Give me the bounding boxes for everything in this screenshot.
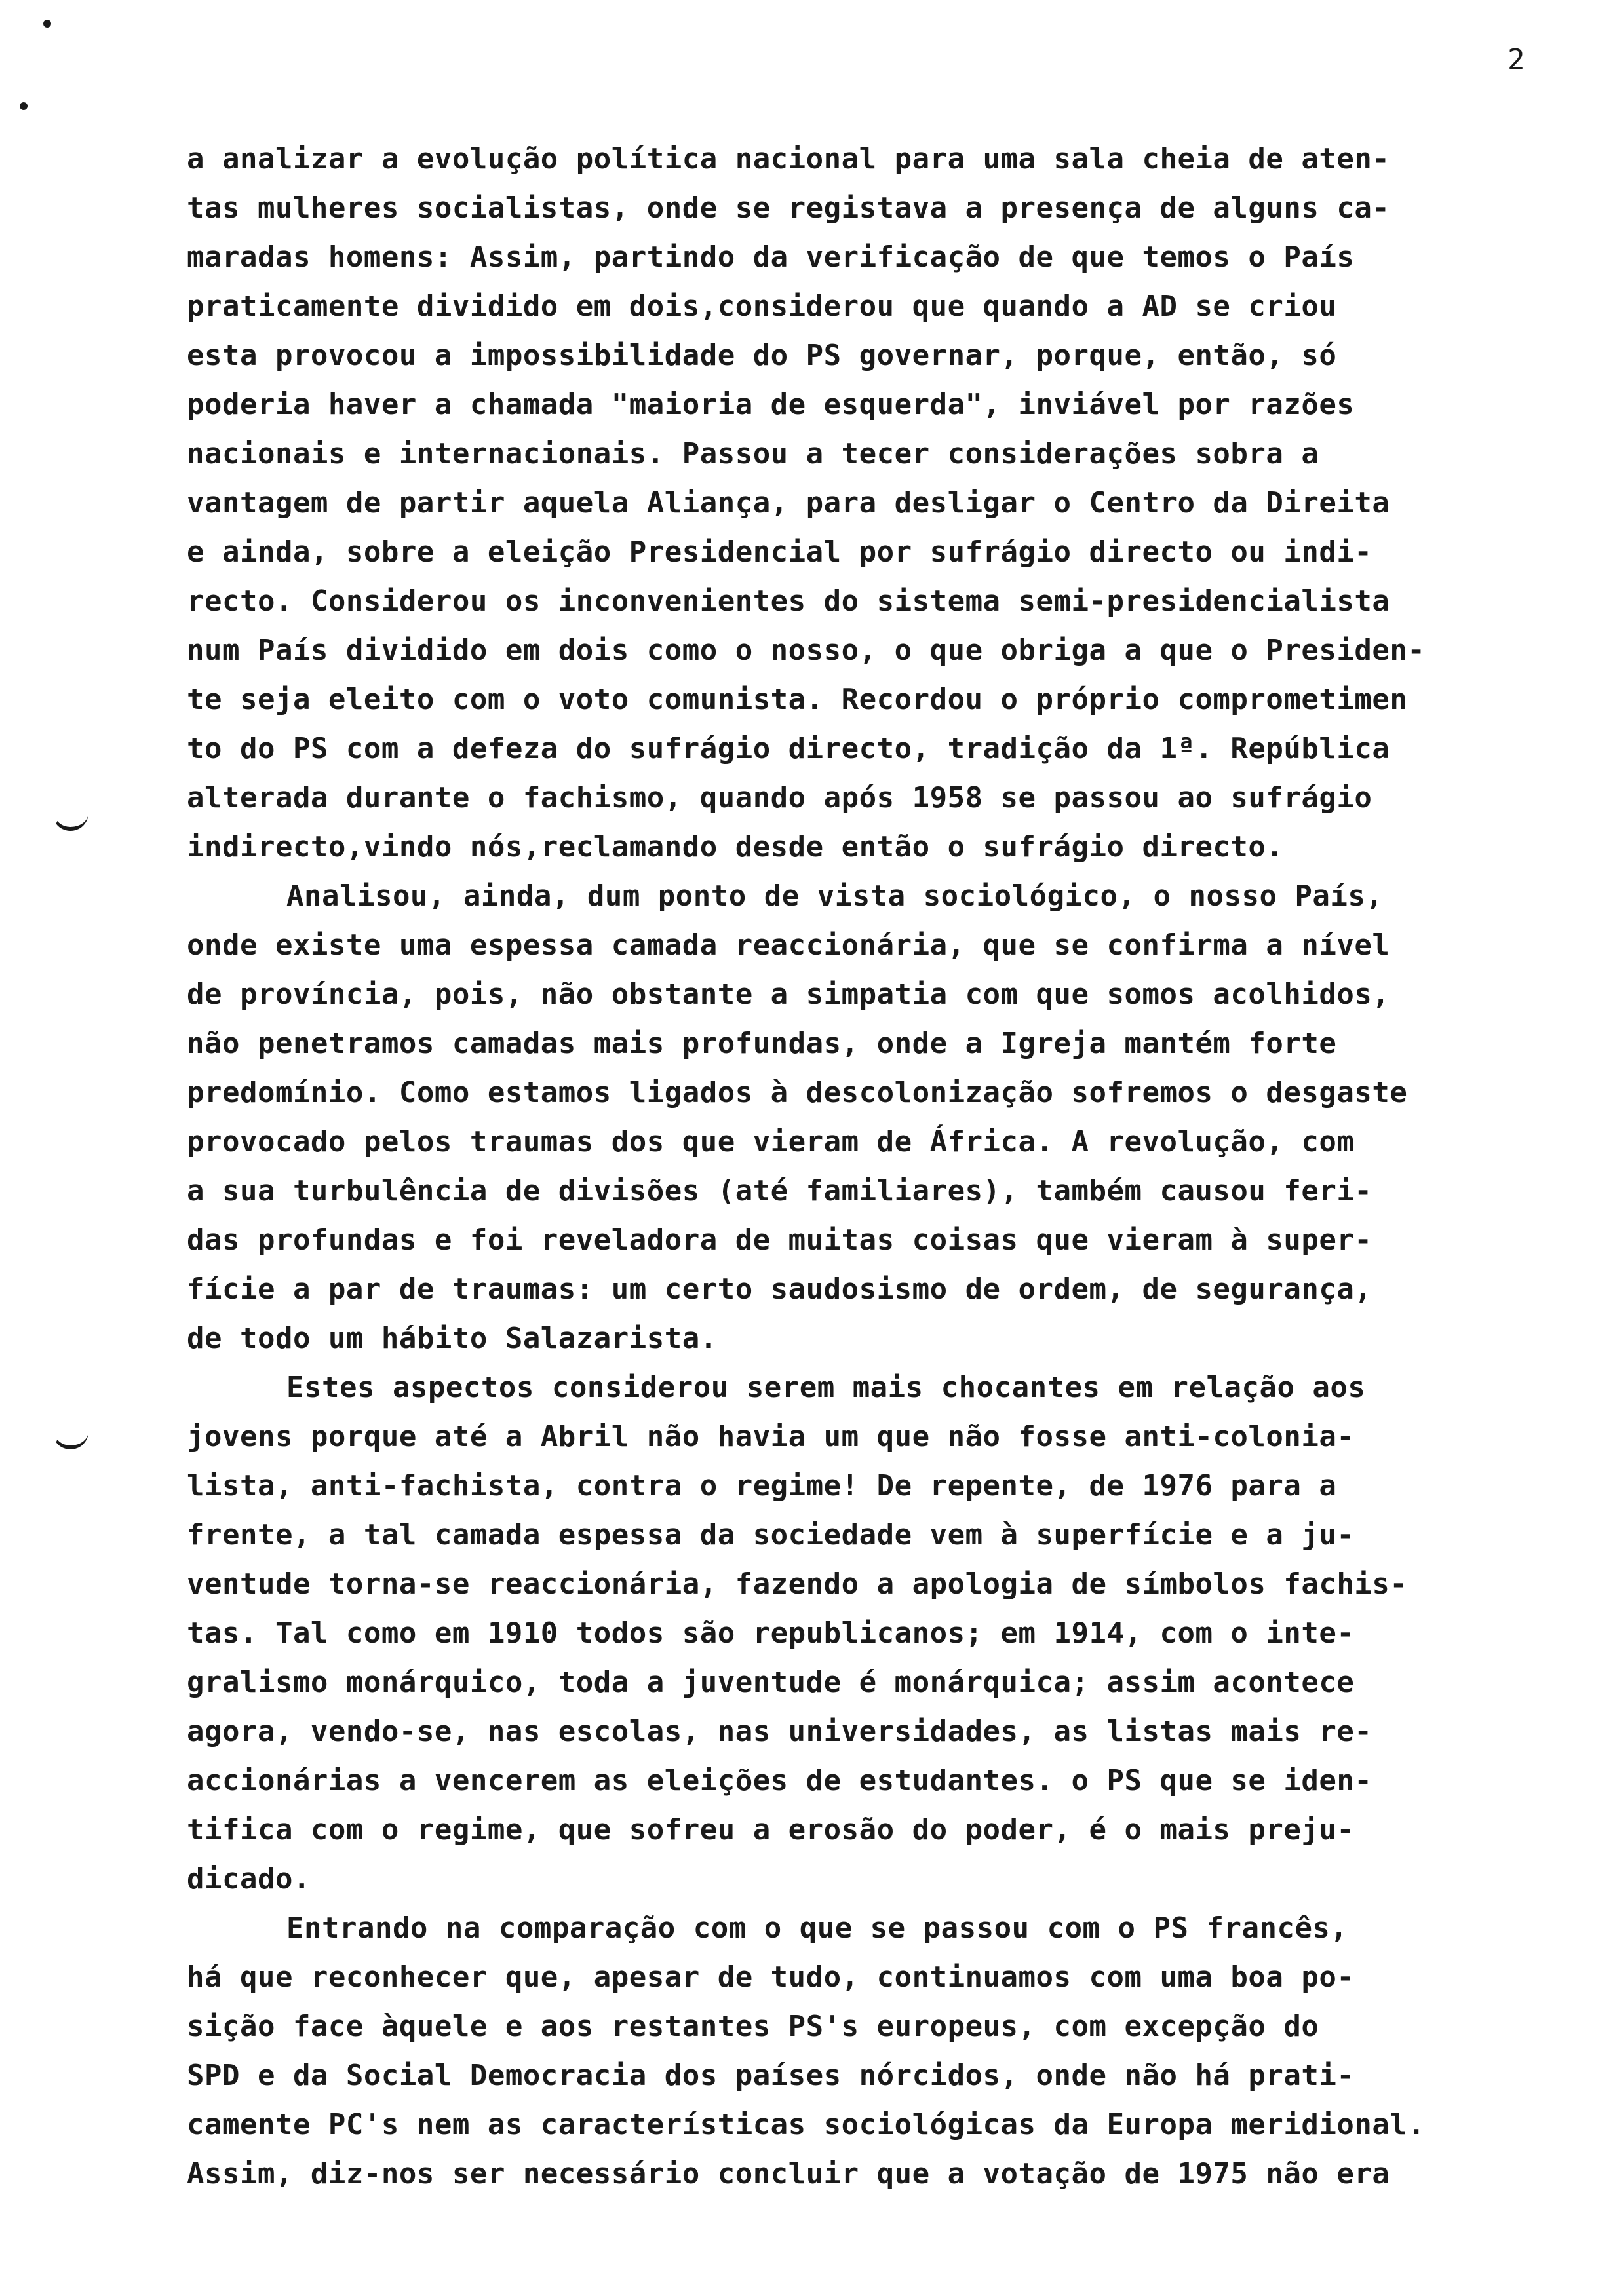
text-line: praticamente dividido em dois,considerou que quando a AD se criou: [187, 290, 1337, 323]
text-line: gralismo monárquico, toda a juventude é monárquica; assim acontece: [187, 1666, 1355, 1699]
text-line: tas mulheres socialistas, onde se registava a presença de alguns ca-: [187, 191, 1390, 225]
page-number: 2: [1508, 43, 1525, 77]
text-line: não penetramos camadas mais profundas, onde a Igreja mantém forte: [187, 1027, 1337, 1060]
text-line: de todo um hábito Salazarista.: [187, 1322, 718, 1355]
margin-dot-top: [43, 20, 51, 28]
text-line: jovens porque até a Abril não havia um que não fosse anti-colonia-: [187, 1420, 1355, 1453]
text-line: vantagem de partir aquela Aliança, para desligar o Centro da Direita: [187, 486, 1390, 520]
text-line: ventude torna-se reaccionária, fazendo a apologia de símbolos fachis-: [187, 1567, 1408, 1601]
text-line: maradas homens: Assim, partindo da verificação de que temos o País: [187, 240, 1355, 274]
text-line: to do PS com a defeza do sufrágio directo, tradição da 1ª. República: [187, 732, 1390, 765]
text-line: predomínio. Como estamos ligados à descolonização sofremos o desgaste: [187, 1076, 1408, 1109]
text-line: há que reconhecer que, apesar de tudo, continuamos com uma boa po-: [187, 1961, 1355, 1994]
text-line: tas. Tal como em 1910 todos são republicanos; em 1914, com o inte-: [187, 1617, 1355, 1650]
text-line: esta provocou a impossibilidade do PS governar, porque, então, só: [187, 339, 1337, 372]
text-line: Assim, diz-nos ser necessário concluir que a votação de 1975 não era: [187, 2157, 1390, 2191]
text-line: de província, pois, não obstante a simpatia com que somos acolhidos,: [187, 978, 1390, 1011]
text-line: agora, vendo-se, nas escolas, nas universidades, as listas mais re-: [187, 1715, 1372, 1748]
text-line: provocado pelos traumas dos que vieram de África. A revolução, com: [187, 1125, 1355, 1158]
text-line: das profundas e foi reveladora de muitas coisas que vieram à super-: [187, 1223, 1372, 1257]
text-line: accionárias a vencerem as eleições de estudantes. o PS que se iden-: [187, 1764, 1372, 1797]
text-line: num País dividido em dois como o nosso, o que obriga a que o Presiden-: [187, 634, 1426, 667]
text-line: dicado.: [187, 1862, 311, 1896]
text-line: frente, a tal camada espessa da sociedade vem à superfície e a ju-: [187, 1518, 1355, 1552]
text-line: indirecto,vindo nós,reclamando desde então o sufrágio directo.: [187, 830, 1284, 864]
text-line: Analisou, ainda, dum ponto de vista sociológico, o nosso País,: [286, 879, 1384, 913]
text-line: te seja eleito com o voto comunista. Recordou o próprio comprometimen: [187, 683, 1408, 716]
text-line: a sua turbulência de divisões (até familiares), também causou feri-: [187, 1174, 1372, 1208]
text-line: alterada durante o fachismo, quando após 1958 se passou ao sufrágio: [187, 781, 1372, 814]
text-line: recto. Considerou os inconvenientes do sistema semi-presidencialista: [187, 584, 1390, 618]
text-line: lista, anti-fachista, contra o regime! De repente, de 1976 para a: [187, 1469, 1337, 1502]
text-line: camente PC's nem as características sociológicas da Europa meridional.: [187, 2108, 1426, 2141]
text-line: nacionais e internacionais. Passou a tecer considerações sobra a: [187, 437, 1319, 470]
text-line: sição face àquele e aos restantes PS's europeus, com excepção do: [187, 2010, 1319, 2043]
binder-hole-mark-lower: [52, 1428, 88, 1449]
text-line: SPD e da Social Democracia dos países nórcidos, onde não há prati-: [187, 2059, 1355, 2092]
binder-hole-mark-upper: [52, 810, 88, 831]
text-line: tifica com o regime, que sofreu a erosão do poder, é o mais preju-: [187, 1813, 1355, 1846]
text-line: Entrando na comparação com o que se passou com o PS francês,: [286, 1911, 1348, 1945]
body-text: [187, 134, 1570, 2198]
text-line: fície a par de traumas: um certo saudosismo de ordem, de segurança,: [187, 1272, 1372, 1306]
text-line: e ainda, sobre a eleição Presidencial por sufrágio directo ou indi-: [187, 535, 1372, 569]
text-line: Estes aspectos considerou serem mais chocantes em relação aos: [286, 1371, 1366, 1404]
text-line: poderia haver a chamada "maioria de esquerda", inviável por razões: [187, 388, 1355, 421]
text-line: a analizar a evolução política nacional para uma sala cheia de aten-: [187, 142, 1390, 176]
margin-dot-second: [20, 102, 28, 110]
text-line: onde existe uma espessa camada reaccionária, que se confirma a nível: [187, 928, 1390, 962]
